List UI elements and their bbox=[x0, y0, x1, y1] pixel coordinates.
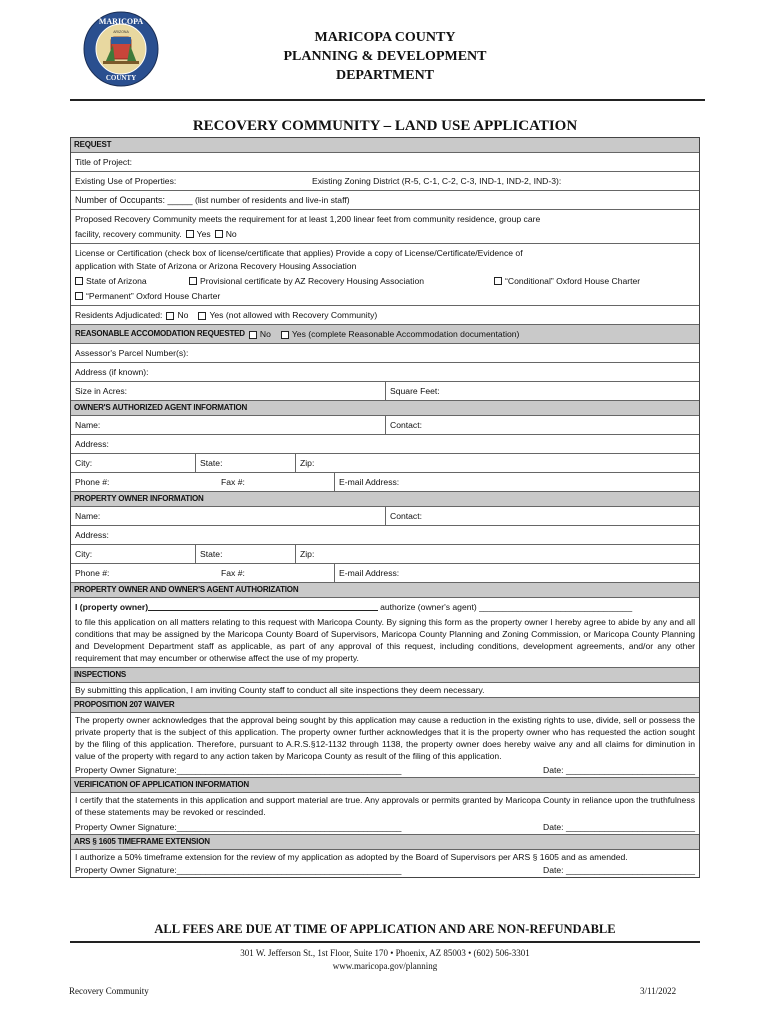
office-address bbox=[70, 947, 700, 973]
website-link[interactable]: www.maricopa.gov/planning bbox=[332, 961, 438, 971]
agent-city-row bbox=[71, 454, 699, 473]
license-row bbox=[71, 244, 699, 306]
footer-date: 3/11/2022 bbox=[640, 986, 677, 996]
auth-owner-label: I (property owner) bbox=[75, 602, 149, 612]
prop207-date-field[interactable]: Date: ___________________________ bbox=[543, 765, 695, 775]
header-divider bbox=[70, 99, 705, 101]
owner-address-label: Address: bbox=[75, 530, 109, 540]
agent-name-field[interactable] bbox=[71, 416, 385, 434]
conditional-charter-checkbox[interactable] bbox=[494, 277, 502, 285]
agent-fax-label: Fax #: bbox=[221, 477, 245, 487]
ra-no-checkbox[interactable] bbox=[249, 331, 257, 339]
owner-name-label: Name: bbox=[75, 511, 101, 521]
agent-email-label: E-mail Address: bbox=[339, 477, 400, 487]
requirement-no-checkbox[interactable] bbox=[215, 230, 223, 238]
adjudicated-row bbox=[71, 306, 699, 325]
owner-city-row bbox=[71, 545, 699, 564]
adjudicated-no-checkbox[interactable] bbox=[166, 312, 174, 320]
occupants-note: (list number of residents and live-in staff) bbox=[194, 195, 350, 205]
header-line-3: DEPARTMENT bbox=[335, 68, 435, 83]
agent-name-row bbox=[71, 416, 699, 435]
owner-phone-row bbox=[71, 564, 699, 583]
ars1605-date-field[interactable]: Date: ___________________________ bbox=[543, 865, 695, 875]
ra-no-label: No bbox=[259, 329, 271, 339]
agent-city-field[interactable] bbox=[71, 454, 195, 472]
verification-text: I certify that the statements in this application and support material are true. Any approvals or permits granted by Maricopa County in reliance upon the truthfulness of these statements may be revoked or rescinded. bbox=[75, 795, 695, 817]
owner-phone-label: Phone #: bbox=[75, 568, 110, 578]
owner-fax-field[interactable] bbox=[217, 564, 334, 582]
header-line-1: MARICOPA COUNTY bbox=[314, 30, 456, 45]
auth-owner-line[interactable] bbox=[148, 601, 378, 611]
adjudicated-yes-label: Yes (not allowed with Recovery Community) bbox=[209, 310, 378, 320]
section-agent: OWNER'S AUTHORIZED AGENT INFORMATION bbox=[71, 401, 699, 416]
requirement-no-label: No bbox=[225, 229, 237, 239]
permanent-charter-label: “Permanent” Oxford House Charter bbox=[86, 291, 221, 301]
adjudicated-no-label: No bbox=[177, 310, 189, 320]
fees-divider bbox=[70, 941, 700, 943]
existing-zoning-field[interactable] bbox=[308, 172, 565, 190]
office-address-line: 301 W. Jefferson St., 1st Floor, Suite 170 • Phoenix, AZ 85003 • (602) 506-3301 bbox=[240, 948, 530, 958]
existing-use-label: Existing Use of Properties: bbox=[75, 176, 177, 186]
ars1605-signature-field[interactable]: Property Owner Signature:_______________________________________________ bbox=[75, 865, 402, 875]
adjudicated-yes-checkbox[interactable] bbox=[198, 312, 206, 320]
agent-zip-field[interactable] bbox=[295, 454, 318, 472]
owner-city-field[interactable] bbox=[71, 545, 195, 563]
verification-date-field[interactable]: Date: ___________________________ bbox=[543, 822, 695, 832]
agent-fax-field[interactable] bbox=[217, 473, 334, 491]
svg-text:MARICOPA: MARICOPA bbox=[98, 17, 144, 26]
agent-phone-field[interactable] bbox=[71, 473, 217, 491]
license-text-1: License or Certification (check box of license/certificate that applies) Provide a copy of License/Certificate/Evidence of bbox=[75, 248, 523, 258]
size-row bbox=[71, 382, 699, 401]
inspections-text: By submitting this application, I am inviting County staff to conduct all site inspections they deem necessary. bbox=[71, 683, 699, 698]
agent-email-field[interactable] bbox=[334, 473, 403, 491]
license-text-2: application with State of Arizona or Arizona Recovery Housing Association bbox=[75, 261, 357, 271]
owner-contact-field[interactable] bbox=[385, 507, 426, 525]
owner-name-row bbox=[71, 507, 699, 526]
address-known-label: Address (if known): bbox=[75, 367, 149, 377]
state-of-arizona-checkbox[interactable] bbox=[75, 277, 83, 285]
provisional-certificate-checkbox[interactable] bbox=[189, 277, 197, 285]
svg-text:ARIZONA: ARIZONA bbox=[113, 30, 129, 34]
provisional-certificate-label: Provisional certificate by AZ Recovery Housing Association bbox=[200, 276, 425, 286]
agent-phone-label: Phone #: bbox=[75, 477, 110, 487]
ra-yes-label: Yes (complete Reasonable Accommodation documentation) bbox=[291, 329, 520, 339]
owner-state-label: State: bbox=[200, 549, 223, 559]
owner-email-field[interactable] bbox=[334, 564, 403, 582]
ra-yes-checkbox[interactable] bbox=[281, 331, 289, 339]
owner-address-field[interactable] bbox=[71, 526, 699, 545]
auth-agent-label: authorize (owner's agent) ________________________________ bbox=[380, 602, 633, 612]
owner-phone-field[interactable] bbox=[71, 564, 217, 582]
occupants-label: Number of Occupants: _____ bbox=[75, 195, 193, 205]
authorization-text: to file this application on all matters relating to this request with Maricopa County. By signing this form as the property owner I hereby agree to abide by any and all conditions that may be assigned by the Maricopa County Board of Supervisors, Maricopa County Planning and Zoning Commission, or Maricopa County Planning and Development Department staff as applicable, as part of any approval of this request, including conditions, development agreements, and/or any other requirement that may encumber or otherwise affect the use of my property. bbox=[75, 617, 695, 663]
size-in-acres-label: Size in Acres: bbox=[75, 386, 128, 396]
application-form bbox=[70, 137, 700, 878]
county-seal-logo bbox=[83, 11, 159, 87]
department-header bbox=[220, 28, 550, 85]
square-feet-label: Square Feet: bbox=[390, 386, 440, 396]
address-known-field[interactable] bbox=[71, 363, 699, 382]
owner-city-label: City: bbox=[75, 549, 93, 559]
occupants-field[interactable] bbox=[71, 191, 699, 210]
agent-state-field[interactable] bbox=[195, 454, 295, 472]
permanent-charter-checkbox[interactable] bbox=[75, 292, 83, 300]
agent-zip-label: Zip: bbox=[300, 458, 315, 468]
requirement-row bbox=[71, 210, 699, 244]
owner-name-field[interactable] bbox=[71, 507, 385, 525]
agent-contact-label: Contact: bbox=[390, 420, 423, 430]
authorization-body bbox=[71, 598, 699, 668]
owner-contact-label: Contact: bbox=[390, 511, 423, 521]
requirement-yes-label: Yes bbox=[196, 229, 211, 239]
title-of-project-field[interactable] bbox=[71, 153, 699, 172]
existing-zoning-label: Existing Zoning District (R-5, C-1, C-2, C-3, IND-1, IND-2, IND-3): bbox=[312, 176, 562, 186]
footer-form-name: Recovery Community bbox=[69, 986, 149, 996]
ars1605-body bbox=[71, 850, 699, 877]
section-prop207: PROPOSITION 207 WAIVER bbox=[71, 698, 699, 713]
requirement-text-1: Proposed Recovery Community meets the requirement for at least 1,200 linear feet from community residence, group care bbox=[75, 214, 541, 224]
ars1605-text: I authorize a 50% timeframe extension for the review of my application as adopted by the Board of Supervisors per ARS § 1605 and as amended. bbox=[75, 852, 628, 862]
section-owner: PROPERTY OWNER INFORMATION bbox=[71, 492, 699, 507]
prop207-signature-field[interactable]: Property Owner Signature:_______________________________________________ bbox=[75, 765, 402, 775]
title-of-project-label: Title of Project: bbox=[75, 157, 132, 167]
svg-text:COUNTY: COUNTY bbox=[105, 74, 137, 82]
agent-phone-row bbox=[71, 473, 699, 492]
state-of-arizona-label: State of Arizona bbox=[86, 276, 147, 286]
prop207-body bbox=[71, 713, 699, 778]
existing-use-row bbox=[71, 172, 699, 191]
owner-email-label: E-mail Address: bbox=[339, 568, 400, 578]
owner-zip-field[interactable] bbox=[295, 545, 318, 563]
agent-contact-field[interactable] bbox=[385, 416, 426, 434]
agent-address-label: Address: bbox=[75, 439, 109, 449]
agent-name-label: Name: bbox=[75, 420, 101, 430]
agent-state-label: State: bbox=[200, 458, 223, 468]
existing-use-field[interactable] bbox=[71, 172, 308, 190]
section-ars1605: ARS § 1605 TIMEFRAME EXTENSION bbox=[71, 835, 699, 850]
requirement-text-2: facility, recovery community. bbox=[75, 229, 182, 239]
adjudicated-label: Residents Adjudicated: bbox=[75, 310, 163, 320]
owner-fax-label: Fax #: bbox=[221, 568, 245, 578]
reasonable-accommodation-label: REASONABLE ACCOMODATION REQUESTED bbox=[75, 329, 245, 338]
section-authorization: PROPERTY OWNER AND OWNER'S AGENT AUTHORIZATION bbox=[71, 583, 699, 598]
parcel-number-field[interactable] bbox=[71, 344, 699, 363]
agent-city-label: City: bbox=[75, 458, 93, 468]
fees-notice: ALL FEES ARE DUE AT TIME OF APPLICATION AND ARE NON-REFUNDABLE bbox=[154, 922, 616, 936]
requirement-yes-checkbox[interactable] bbox=[186, 230, 194, 238]
size-in-acres-field[interactable] bbox=[71, 382, 385, 400]
section-request: REQUEST bbox=[71, 138, 699, 153]
square-feet-field[interactable] bbox=[385, 382, 444, 400]
section-verification: VERIFICATION OF APPLICATION INFORMATION bbox=[71, 778, 699, 793]
owner-zip-label: Zip: bbox=[300, 549, 315, 559]
owner-state-field[interactable] bbox=[195, 545, 295, 563]
form-title: RECOVERY COMMUNITY – LAND USE APPLICATION bbox=[192, 118, 578, 134]
verification-signature-field[interactable]: Property Owner Signature:_______________________________________________ bbox=[75, 822, 402, 832]
section-inspections: INSPECTIONS bbox=[71, 668, 699, 683]
conditional-charter-label: “Conditional” Oxford House Charter bbox=[505, 276, 641, 286]
parcel-number-label: Assessor's Parcel Number(s): bbox=[75, 348, 189, 358]
verification-body bbox=[71, 793, 699, 835]
prop207-text: The property owner acknowledges that the approval being sought by this application may cause a reduction in the existing rights to use, divide, sell or possess the private property that is the subject of this application. The property owner further acknowledges that it is the property owner who has requested the action sought by the filing of this application. Therefore, pursuant to A.R.S.§12-1132 through 1138, the property owner does hereby waive any and all claims for diminution in value of the property with regard to any action taken by Maricopa County as result of the filing of this application. bbox=[75, 715, 695, 761]
reasonable-accommodation-row bbox=[71, 325, 699, 344]
agent-address-field[interactable] bbox=[71, 435, 699, 454]
header-line-2: PLANNING & DEVELOPMENT bbox=[283, 49, 487, 64]
